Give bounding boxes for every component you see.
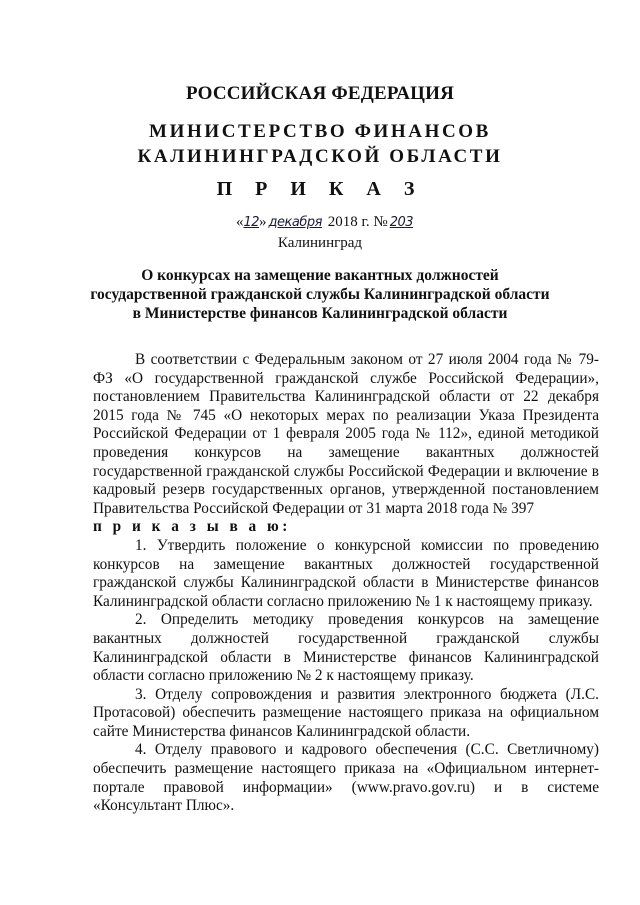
- ministry-heading-line-1: МИНИСТЕРСТВО ФИНАНСОВ: [149, 121, 491, 142]
- order-title-line-3: в Министерстве финансов Калининградской области: [132, 305, 508, 322]
- order-item-2: 2. Определить методику проведения конкурсов на замещение вакантных должностей государственной гражданской службы Калининградской области в Министерстве финансов Калининградской области согласно приложению № 2 к настоящему приказу.: [93, 611, 599, 685]
- order-title: [0, 266, 640, 323]
- order-title-line-2: государственной гражданской службы Калининградской области: [90, 286, 550, 303]
- date-close-quote: »: [259, 214, 267, 230]
- document-type-heading: П Р И К А З: [216, 178, 424, 200]
- date-open-quote: «: [236, 214, 244, 230]
- city-name: Калининград: [277, 235, 363, 251]
- order-item-4: 4. Отделу правового и кадрового обеспечения (С.С. Светличному) обеспечить размещение настоящего приказа на «Официальном интернет-портале правовой информации» (www.pravo.gov.ru) и в системе «Консультант Плюс».: [93, 741, 599, 815]
- country-heading: РОССИЙСКАЯ ФЕДЕРАЦИЯ: [185, 83, 455, 104]
- order-body: [93, 351, 599, 816]
- ministry-heading-line-2: КАЛИНИНГРАДСКОЙ ОБЛАСТИ: [137, 146, 503, 167]
- order-item-1: 1. Утвердить положение о конкурсной комиссии по проведению конкурсов на замещение вакантных должностей государственной гражданской службы Калининградской области в Министерстве финансов Калининградской области согласно приложению № 1 к настоящему приказу.: [93, 536, 599, 610]
- date-and-number-line: [236, 214, 413, 231]
- handwritten-number: 203: [389, 215, 414, 230]
- order-word: [93, 518, 599, 537]
- handwritten-day: 12: [243, 215, 260, 230]
- order-word-text: п р и к а з ы в а ю:: [93, 518, 291, 536]
- number-label: №: [373, 214, 388, 230]
- handwritten-month: декабря: [268, 215, 322, 230]
- preamble-paragraph: В соответствии с Федеральным законом от 27 июля 2004 года № 79-ФЗ «О государственной гражданской службе Российской Федерации», постановлением Правительства Калининградской области от 22 декабря 2015 года № 745 «О некоторых мерах по реализации Указа Президента Российской Федерации от 1 февраля 2005 года № 112», единой методикой проведения конкурсов на замещение вакантных должностей государственной гражданской службы Российской Федерации и включение в кадровый резерв государственных органов, утвержденной постановлением Правительства Российской Федерации от 31 марта 2018 года № 397: [93, 351, 599, 517]
- date-year: 2018 г.: [327, 214, 370, 230]
- order-title-line-1: О конкурсах на замещение вакантных должностей: [141, 267, 499, 284]
- order-item-3: 3. Отделу сопровождения и развития электронного бюджета (Л.С. Протасовой) обеспечить размещение настоящего приказа на официальном сайте Министерства финансов Калининградской области.: [93, 685, 599, 740]
- ministry-heading: [0, 119, 640, 169]
